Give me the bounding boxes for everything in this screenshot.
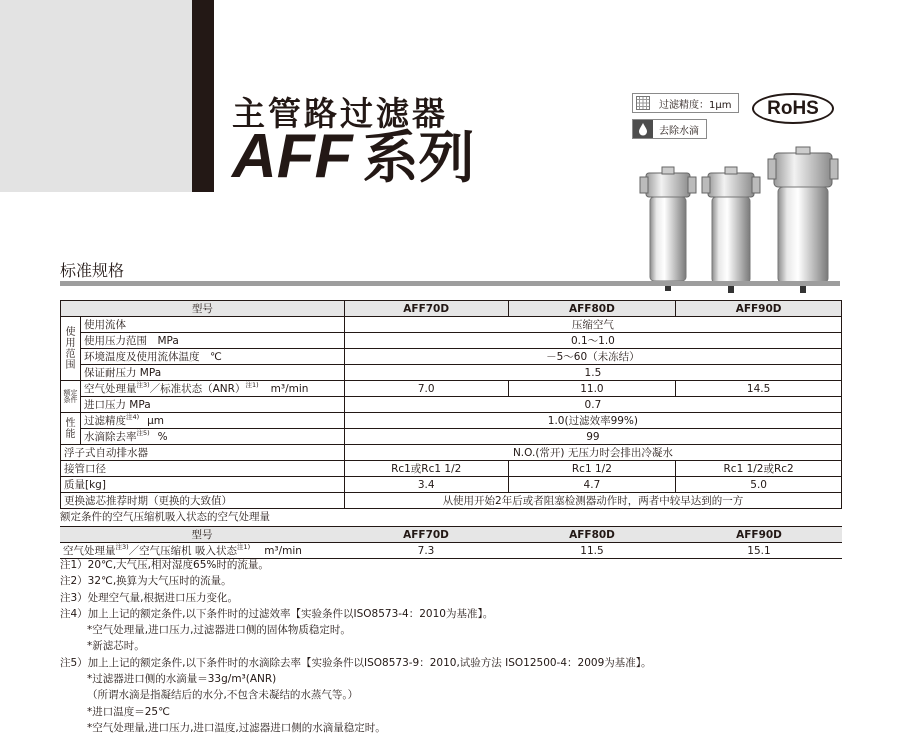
water-drop-icon: [633, 120, 653, 138]
row-label: 更换滤芯推荐时期（更换的大致值）: [61, 493, 345, 509]
category-performance: 性能: [61, 413, 81, 445]
note-ref: 注1): [245, 381, 259, 389]
cell-value: 5.0: [676, 477, 842, 493]
cell-value: 7.3: [344, 543, 508, 559]
category-rated: 额定条件: [61, 381, 81, 413]
table-row: [61, 413, 842, 429]
note-ref: 注4): [125, 413, 140, 421]
row-label: 使用流体: [80, 317, 344, 333]
note-line: 注5）加上上记的额定条件,以下条件时的水滴除去率【实验条件以ISO8573-9：2010,试验方法 ISO12500-4：2009为基准】。: [60, 656, 652, 669]
flow-label-b: ／标准状态（ANR）: [149, 383, 246, 395]
table-row: [61, 317, 842, 333]
note-line: *进口温度＝25℃: [87, 705, 170, 718]
note-ref: 注3): [136, 381, 150, 389]
filter-grid-icon: [633, 94, 653, 112]
header-aff70d: AFF70D: [344, 527, 508, 543]
row-label: 使用压力范围 MPa: [80, 333, 344, 349]
water-unit: %: [157, 431, 168, 443]
cell-value: Rc1 1/2: [508, 461, 676, 477]
product-title: 主管路过滤器: [232, 94, 448, 133]
header-model: 型号: [60, 527, 344, 543]
cell-value: 14.5: [676, 381, 842, 397]
note-line: （所谓水滴是指凝结后的水分,不包含未凝结的水蒸气等。）: [87, 689, 359, 702]
rated-section-title: 额定条件的空气压缩机吸入状态的空气处理量: [60, 511, 270, 523]
section-title: 标准规格: [60, 261, 125, 280]
row-label: 浮子式自动排水器: [61, 445, 345, 461]
table-row: [61, 349, 842, 365]
table-row: [61, 477, 842, 493]
note-line: 注1）20℃,大气压,相对湿度65%时的流量。: [60, 559, 269, 571]
table-row: [61, 381, 842, 397]
table-row: [61, 333, 842, 349]
note-ref: 注1): [237, 543, 251, 551]
cell-value: 99: [344, 429, 841, 445]
header-black-bar: [192, 0, 214, 192]
row-label: 接管口径: [61, 461, 345, 477]
note-line: 注4）加上上记的额定条件,以下条件时的过滤效率【实验条件以ISO8573-4：2010为基准】。: [60, 607, 494, 620]
section-rule: [60, 281, 840, 286]
note-line: *空气处理量,进口压力,进口温度,过滤器进口侧的水滴量稳定时。: [87, 721, 386, 734]
feature-precision-label: 过滤精度：1μm: [659, 99, 732, 111]
feature-water-label: 去除水滴: [659, 125, 699, 137]
row-label: [80, 413, 344, 429]
precision-label: 过滤精度: [83, 415, 126, 427]
cell-value: 11.5: [508, 543, 676, 559]
table-header-row: [61, 301, 842, 317]
water-label: 水滴除去率: [83, 431, 137, 443]
table-row: [61, 397, 842, 413]
row-label: 质量[kg]: [61, 477, 345, 493]
series-title: [232, 124, 475, 192]
cell-value: Rc1 1/2或Rc2: [676, 461, 842, 477]
feature-water-badge: [632, 119, 707, 139]
cell-value: 11.0: [508, 381, 676, 397]
cell-value: 1.0(过滤效率99%): [344, 413, 841, 429]
header-aff80d: AFF80D: [508, 527, 676, 543]
header-gray-panel: [0, 0, 192, 192]
table-row: [61, 365, 842, 381]
rated-label-b: ／空气压缩机 吸入状态: [128, 545, 238, 557]
header-aff70d: AFF70D: [344, 301, 508, 317]
rated-unit: m³/min: [264, 545, 302, 557]
flow-label-a: 空气处理量: [83, 383, 137, 395]
spec-table: [60, 300, 842, 509]
cell-value: －5～60（未冻结）: [344, 349, 841, 365]
rohs-badge: RoHS: [752, 93, 834, 124]
cell-value: 4.7: [508, 477, 676, 493]
cell-value: Rc1或Rc1 1/2: [344, 461, 508, 477]
product-image: [632, 145, 844, 295]
note-ref: 注3): [115, 543, 129, 551]
rated-label-a: 空气处理量: [63, 545, 116, 557]
row-label: [80, 381, 344, 397]
row-label: [80, 429, 344, 445]
cell-value: N.O.(常开) 无压力时会排出冷凝水: [344, 445, 841, 461]
cell-value: 压缩空气: [344, 317, 841, 333]
row-label: 进口压力 MPa: [80, 397, 344, 413]
series-model: AFF: [232, 122, 353, 191]
table-header-row: [60, 527, 842, 543]
cell-value: 0.1～1.0: [344, 333, 841, 349]
notes: [60, 557, 652, 736]
flow-unit: m³/min: [270, 383, 309, 395]
header-aff90d: AFF90D: [676, 527, 842, 543]
note-line: *新滤芯时。: [87, 640, 145, 653]
header-aff90d: AFF90D: [676, 301, 842, 317]
category-use-range: 使用范围: [61, 317, 81, 381]
cell-value: 7.0: [344, 381, 508, 397]
rated-table: [60, 526, 842, 559]
note-line: *空气处理量,进口压力,过滤器进口侧的固体物质稳定时。: [87, 624, 351, 637]
cell-value: 3.4: [344, 477, 508, 493]
row-label: 环境温度及使用流体温度 ℃: [80, 349, 344, 365]
header-model: 型号: [61, 301, 345, 317]
note-line: 注2）32℃,换算为大气压时的流量。: [60, 575, 232, 588]
cell-value: 1.5: [344, 365, 841, 381]
note-line: 注3）处理空气量,根据进口压力变化。: [60, 591, 239, 604]
feature-precision-badge: [632, 93, 739, 113]
header-aff80d: AFF80D: [508, 301, 676, 317]
note-line: *过滤器进口侧的水滴量＝33g/m³(ANR): [87, 673, 277, 686]
table-row: [61, 445, 842, 461]
precision-unit: μm: [147, 415, 165, 427]
cell-value: 15.1: [676, 543, 842, 559]
table-row: [61, 493, 842, 509]
table-row: [61, 461, 842, 477]
cell-value: 从使用开始2年后或者阻塞检测器动作时，两者中较早达到的一方: [344, 493, 841, 509]
table-row: [61, 429, 842, 445]
cell-value: 0.7: [344, 397, 841, 413]
series-word: 系列: [362, 126, 475, 191]
row-label: 保证耐压力 MPa: [80, 365, 344, 381]
note-ref: 注5): [136, 429, 150, 437]
